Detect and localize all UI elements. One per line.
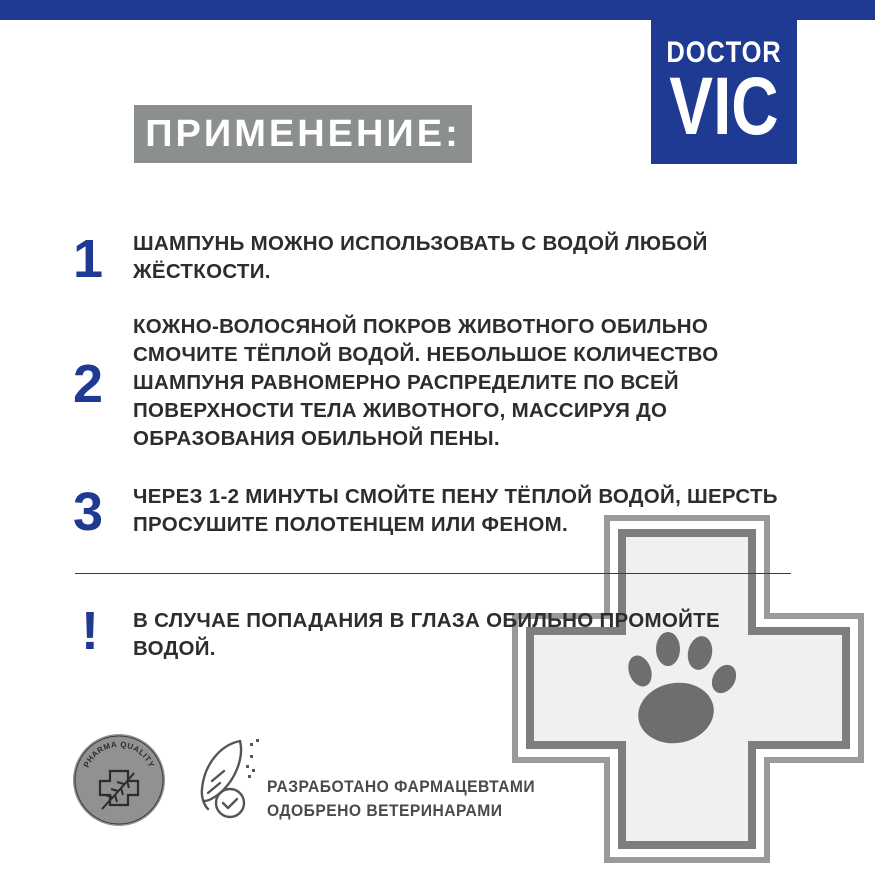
step-number-1: 1 xyxy=(72,229,104,289)
step-number-3: 3 xyxy=(72,482,104,542)
pharma-quality-badge xyxy=(72,733,166,827)
brand-line1: DOCTOR xyxy=(666,36,782,69)
medical-cross-paw-icon xyxy=(510,513,866,865)
exclamation-icon: ! xyxy=(81,601,99,661)
warning-text: В СЛУЧАЕ ПОПАДАНИЯ В ГЛАЗА ОБИЛЬНО ПРОМОЙТЕ ВОДОЙ. xyxy=(133,609,720,660)
step-number-2: 2 xyxy=(72,354,104,414)
brand-logo xyxy=(651,20,797,164)
pharma-badge-label: PHARMA QUALITY xyxy=(81,739,157,769)
feather-check-icon xyxy=(190,735,262,825)
step-text-2: КОЖНО-ВОЛОСЯНОЙ ПОКРОВ ЖИВОТНОГО ОБИЛЬНО СМОЧИТЕ ТЁПЛОЙ ВОДОЙ. НЕБОЛЬШОЕ КОЛИЧЕСТВО ШАМПУНЯ РАВНОМЕРНО РАСПРЕДЕЛИТЕ ПО ВСЕЙ ПОВЕРХНОСТИ ТЕЛА ЖИВОТНОГО, МАССИРУЯ ДО ОБРАЗОВАНИЯ ОБИЛЬНОЙ ПЕНЫ. xyxy=(133,315,719,450)
page-title: ПРИМЕНЕНИЕ: xyxy=(134,105,472,163)
claim-text xyxy=(267,775,535,823)
step-text-3: ЧЕРЕЗ 1-2 МИНУТЫ СМОЙТЕ ПЕНУ ТЁПЛОЙ ВОДОЙ, ШЕРСТЬ ПРОСУШИТЕ ПОЛОТЕНЦЕМ ИЛИ ФЕНОМ. xyxy=(133,485,778,536)
divider xyxy=(75,573,791,574)
claim-line2: ОДОБРЕНО ВЕТЕРИНАРАМИ xyxy=(267,801,503,820)
step-text-1: ШАМПУНЬ МОЖНО ИСПОЛЬЗОВАТЬ С ВОДОЙ ЛЮБОЙ ЖЁСТКОСТИ. xyxy=(133,232,708,283)
claim-line1: РАЗРАБОТАНО ФАРМАЦЕВТАМИ xyxy=(267,777,536,796)
top-bar xyxy=(0,0,875,20)
brand-line2: VIC xyxy=(669,61,779,152)
